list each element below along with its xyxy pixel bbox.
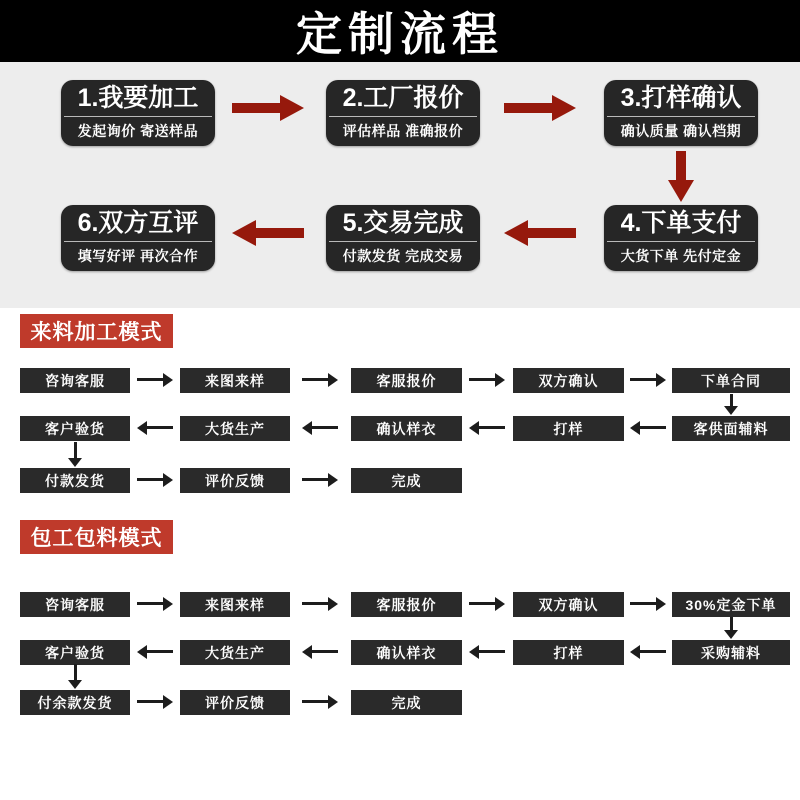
step-3-title: 3.打样确认 <box>620 84 742 113</box>
section1-row1-box2: 来图来样 <box>180 368 290 393</box>
step-1-box <box>61 80 215 146</box>
arrow-left-icon <box>137 645 173 659</box>
section2-row1-box3: 客服报价 <box>351 592 462 617</box>
step-6-box <box>61 205 215 271</box>
arrow-left-icon <box>469 645 505 659</box>
step-1-title: 1.我要加工 <box>77 84 199 113</box>
arrow-down-icon <box>724 617 738 639</box>
section1-row2-box2: 大货生产 <box>180 416 290 441</box>
arrow-down-icon <box>668 151 694 202</box>
step-2-title: 2.工厂报价 <box>342 84 464 113</box>
arrow-right-icon <box>302 597 338 611</box>
divider <box>64 241 212 242</box>
arrow-right-icon <box>630 373 666 387</box>
arrow-right-icon <box>469 597 505 611</box>
arrow-right-icon <box>137 473 173 487</box>
step-4-subtitle: 大货下单 先付定金 <box>620 247 742 264</box>
section1-row1-box5: 下单合同 <box>672 368 790 393</box>
section2-label: 包工包料模式 <box>20 520 173 554</box>
section2-row1-box2: 来图来样 <box>180 592 290 617</box>
section1-row3-box3: 完成 <box>351 468 462 493</box>
arrow-left-icon <box>504 220 576 246</box>
step-6-subtitle: 填写好评 再次合作 <box>77 247 199 264</box>
step-2-subtitle: 评估样品 准确报价 <box>342 122 464 139</box>
section1-row1-box3: 客服报价 <box>351 368 462 393</box>
step-6-title: 6.双方互评 <box>77 209 199 238</box>
section2-row2-box1: 客户验货 <box>20 640 130 665</box>
section1-row1-box1: 咨询客服 <box>20 368 130 393</box>
arrow-right-icon <box>504 95 576 121</box>
section2-row1-box5: 30%定金下单 <box>672 592 790 617</box>
step-2-box <box>326 80 480 146</box>
arrow-right-icon <box>302 695 338 709</box>
arrow-left-icon <box>302 421 338 435</box>
divider <box>607 241 755 242</box>
step-5-title: 5.交易完成 <box>342 209 464 238</box>
arrow-right-icon <box>137 373 173 387</box>
section1-label: 来料加工模式 <box>20 314 173 348</box>
arrow-right-icon <box>630 597 666 611</box>
step-3-subtitle: 确认质量 确认档期 <box>620 122 742 139</box>
arrow-left-icon <box>469 421 505 435</box>
section2-row3-box3: 完成 <box>351 690 462 715</box>
arrow-right-icon <box>137 695 173 709</box>
step-4-box <box>604 205 758 271</box>
arrow-right-icon <box>469 373 505 387</box>
section1-row3-box2: 评价反馈 <box>180 468 290 493</box>
arrow-right-icon <box>302 473 338 487</box>
arrow-left-icon <box>232 220 304 246</box>
arrow-left-icon <box>630 645 666 659</box>
arrow-down-icon <box>68 442 82 467</box>
section2-row2-box5: 采购辅料 <box>672 640 790 665</box>
divider <box>329 241 477 242</box>
section1-row3-box1: 付款发货 <box>20 468 130 493</box>
step-5-subtitle: 付款发货 完成交易 <box>342 247 464 264</box>
section2-row2-box2: 大货生产 <box>180 640 290 665</box>
step-1-subtitle: 发起询价 寄送样品 <box>77 122 199 139</box>
section1-row2-box1: 客户验货 <box>20 416 130 441</box>
page-title: 定制流程 <box>0 0 800 62</box>
step-3-box <box>604 80 758 146</box>
step-5-box <box>326 205 480 271</box>
section2-row1-box4: 双方确认 <box>513 592 624 617</box>
step-4-title: 4.下单支付 <box>620 209 742 238</box>
arrow-right-icon <box>137 597 173 611</box>
arrow-down-icon <box>68 664 82 689</box>
section1-row2-box3: 确认样衣 <box>351 416 462 441</box>
section1-row2-box4: 打样 <box>513 416 624 441</box>
section2-row1-box1: 咨询客服 <box>20 592 130 617</box>
section2-row2-box4: 打样 <box>513 640 624 665</box>
arrow-right-icon <box>232 95 304 121</box>
arrow-left-icon <box>302 645 338 659</box>
section1-row2-box5: 客供面辅料 <box>672 416 790 441</box>
divider <box>607 116 755 117</box>
arrow-left-icon <box>630 421 666 435</box>
section2-row2-box3: 确认样衣 <box>351 640 462 665</box>
divider <box>329 116 477 117</box>
section2-row3-box1: 付余款发货 <box>20 690 130 715</box>
section1-row1-box4: 双方确认 <box>513 368 624 393</box>
divider <box>64 116 212 117</box>
arrow-down-icon <box>724 394 738 415</box>
section2-row3-box2: 评价反馈 <box>180 690 290 715</box>
arrow-right-icon <box>302 373 338 387</box>
arrow-left-icon <box>137 421 173 435</box>
